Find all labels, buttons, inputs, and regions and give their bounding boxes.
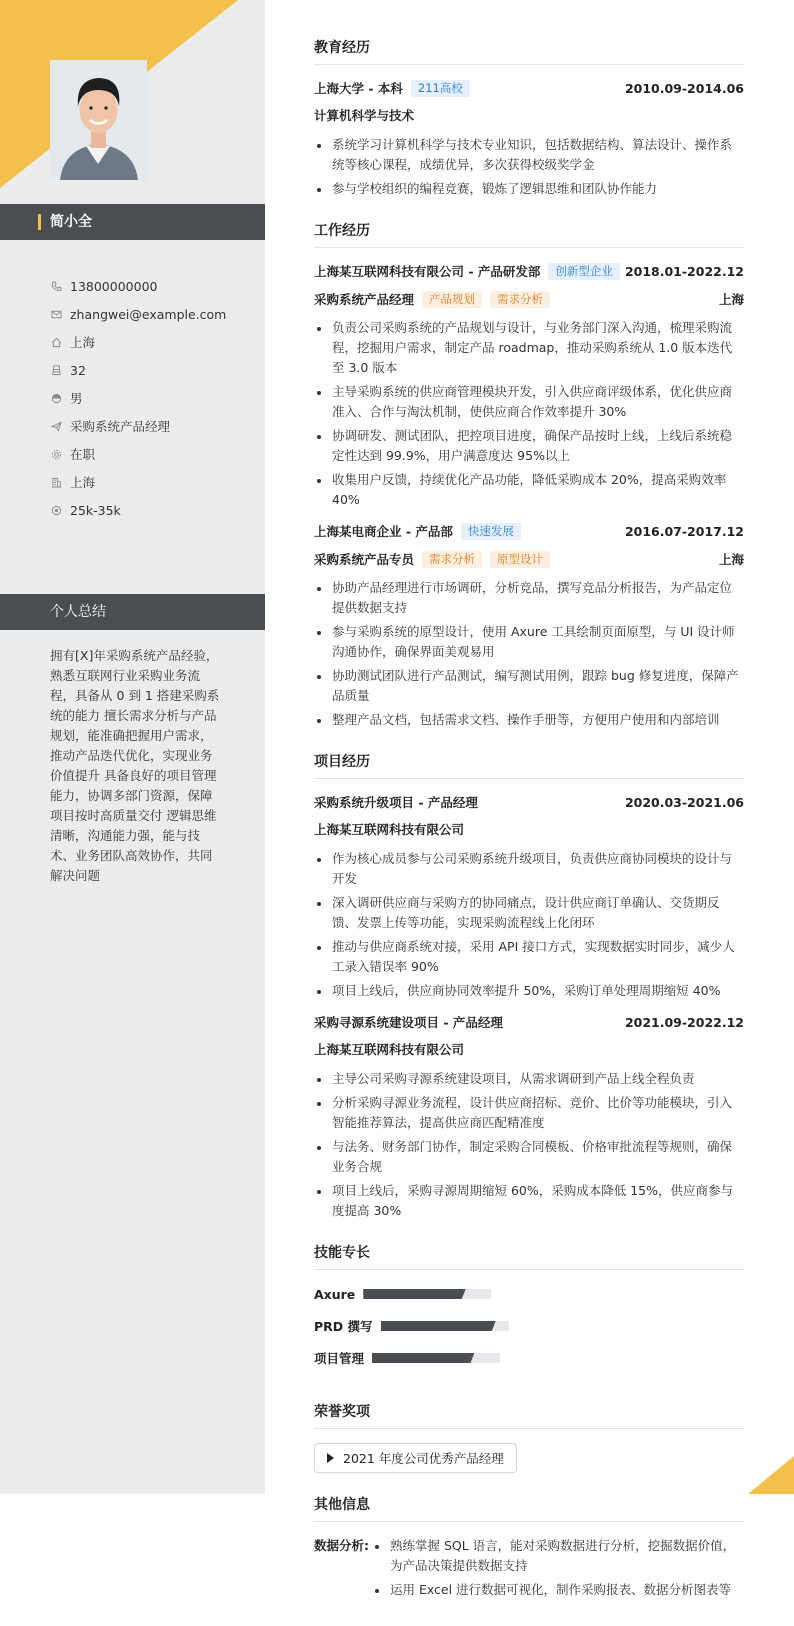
phone-icon	[50, 280, 62, 292]
company-tag: 创新型企业	[548, 263, 620, 280]
education-title: 教育经历	[314, 38, 744, 65]
info-home	[50, 328, 260, 356]
job-header-row	[314, 522, 744, 540]
info-status-text: 在职	[70, 447, 96, 462]
awards-section	[314, 1402, 744, 1473]
sidebar	[0, 0, 265, 1494]
info-email-text: zhangwei@example.com	[70, 306, 227, 322]
work-section	[314, 221, 744, 730]
job-header-row	[314, 262, 744, 280]
list-item: 参与采购系统的原型设计，使用 Axure 工具绘制页面原型，与 UI 设计师沟通协作，确保界面美观易用	[314, 622, 744, 662]
info-email	[50, 300, 260, 328]
job-company: 上海某电商企业 - 产品部	[314, 524, 453, 539]
info-city-text: 上海	[70, 475, 96, 490]
summary-bar	[0, 594, 265, 630]
job-location: 上海	[718, 552, 744, 567]
school-tag: 211高校	[411, 80, 470, 97]
info-city	[50, 468, 260, 496]
project-entry	[314, 793, 744, 1001]
job-bullets	[314, 318, 744, 510]
award-item[interactable]	[314, 1443, 517, 1473]
info-position	[50, 412, 260, 440]
job-role-row	[314, 550, 744, 568]
list-item: 作为核心成员参与公司采购系统升级项目，负责供应商协同模块的设计与开发	[314, 849, 744, 889]
list-item: 整理产品文档，包括需求文档、操作手册等，方便用户使用和内部培训	[314, 710, 744, 730]
other-section	[314, 1495, 744, 1604]
other-title: 其他信息	[314, 1495, 744, 1522]
info-gender-text: 男	[70, 391, 83, 406]
education-header-row	[314, 79, 744, 97]
skill-item	[314, 1284, 534, 1304]
list-item: 项目上线后，采购寻源周期缩短 60%，采购成本降低 15%，供应商参与度提高 30%	[314, 1181, 744, 1221]
project-header-row	[314, 793, 744, 811]
list-item: 收集用户反馈，持续优化产品功能，降低采购成本 20%，提高采购效率 40%	[314, 470, 744, 510]
project-header-row	[314, 1013, 744, 1031]
other-bullets	[372, 1536, 744, 1604]
project-entry	[314, 1013, 744, 1221]
role-tag: 原型设计	[490, 551, 550, 568]
main-content	[314, 38, 744, 1626]
info-phone-text: 13800000000	[70, 278, 158, 294]
list-item: 协助产品经理进行市场调研，分析竞品，撰写竞品分析报告，为产品定位提供数据支持	[314, 578, 744, 618]
job-entry	[314, 522, 744, 730]
skill-item	[314, 1316, 534, 1336]
project-name: 采购寻源系统建设项目 - 产品经理	[314, 1015, 503, 1030]
projects-title: 项目经历	[314, 752, 744, 779]
list-item: 协调研发、测试团队，把控项目进度，确保产品按时上线，上线后系统稳定性达到 99.9%，用户满意度达 95%以上	[314, 426, 744, 466]
info-age	[50, 356, 260, 384]
education-section	[314, 38, 744, 199]
info-gender	[50, 384, 260, 412]
skill-label: Axure	[314, 1286, 356, 1302]
project-date: 2021.09-2022.12	[624, 1014, 744, 1030]
name-accent-stripe	[38, 214, 41, 230]
portrait-photo	[50, 60, 147, 180]
list-item: 熟练掌握 SQL 语言，能对采购数据进行分析，挖掘数据价值，为产品决策提供数据支持	[372, 1536, 744, 1576]
skills-section	[314, 1243, 744, 1380]
info-salary-text: 25k-35k	[70, 502, 121, 518]
name-bar	[0, 204, 265, 240]
project-date: 2020.03-2021.06	[624, 794, 744, 810]
project-name: 采购系统升级项目 - 产品经理	[314, 795, 478, 810]
list-item: 参与学校组织的编程竞赛，锻炼了逻辑思维和团队协作能力	[314, 179, 744, 199]
home-icon	[50, 336, 62, 348]
job-role: 采购系统产品专员	[314, 552, 415, 567]
job-date: 2018.01-2022.12	[624, 263, 744, 279]
skill-bar-fill	[372, 1353, 474, 1363]
job-date: 2016.07-2017.12	[624, 523, 744, 539]
skill-bar-track	[381, 1321, 509, 1331]
list-item: 运用 Excel 进行数据可视化，制作采购报表、数据分析图表等	[372, 1580, 744, 1600]
education-major: 计算机科学与技术	[314, 108, 415, 123]
education-bullets	[314, 135, 744, 199]
list-item: 分析采购寻源业务流程，设计供应商招标、竞价、比价等功能模块，引入智能推荐算法，提高供应商匹配精准度	[314, 1093, 744, 1133]
job-entry	[314, 262, 744, 510]
info-salary	[50, 496, 260, 524]
job-role-row	[314, 290, 744, 308]
skill-label: PRD 撰写	[314, 1319, 373, 1334]
list-item: 主导公司采购寻源系统建设项目，从需求调研到产品上线全程负责	[314, 1069, 744, 1089]
project-bullets	[314, 849, 744, 1001]
skill-bar-fill	[381, 1321, 496, 1331]
mail-icon	[50, 308, 62, 320]
calendar-icon	[50, 364, 62, 376]
send-icon	[50, 420, 62, 432]
contact-info-list	[50, 272, 260, 524]
info-home-text: 上海	[70, 335, 96, 350]
list-item: 系统学习计算机科学与技术专业知识，包括数据结构、算法设计、操作系统等核心课程，成绩优异，多次获得校级奖学金	[314, 135, 744, 175]
list-item: 协助测试团队进行产品测试，编写测试用例，跟踪 bug 修复进度，保障产品质量	[314, 666, 744, 706]
other-info-row	[314, 1536, 744, 1604]
play-triangle-icon	[327, 1453, 334, 1463]
salary-icon	[50, 504, 62, 516]
projects-section	[314, 752, 744, 1221]
project-company: 上海某互联网科技有限公司	[314, 1042, 465, 1057]
list-item: 与法务、财务部门协作，制定采购合同模板、价格审批流程等规则，确保业务合规	[314, 1137, 744, 1177]
skill-bar-track	[372, 1353, 500, 1363]
work-title: 工作经历	[314, 221, 744, 248]
school-name: 上海大学 - 本科	[314, 81, 403, 96]
award-label: 2021 年度公司优秀产品经理	[343, 1451, 504, 1466]
info-phone	[50, 272, 260, 300]
project-company: 上海某互联网科技有限公司	[314, 822, 465, 837]
decorative-corner-triangle	[748, 1456, 794, 1494]
role-tag: 需求分析	[422, 551, 482, 568]
gender-icon	[50, 392, 62, 404]
summary-text: 拥有[X]年采购系统产品经验，熟悉互联网行业采购业务流程，具备从 0 到 1 搭建采购系统的能力 擅长需求分析与产品规划，能准确把握用户需求，推动产品迭代优化，实现业务价值提升 具备良好的项目管理能力，协调多部门资源，保障项目按时高质量交付 逻辑思维清晰，沟通能力强，能与技术、业务团队高效协作，共同解决问题	[50, 648, 220, 883]
education-date: 2010.09-2014.06	[624, 80, 744, 96]
project-bullets	[314, 1069, 744, 1221]
status-icon	[50, 448, 62, 460]
role-tag: 产品规划	[422, 291, 482, 308]
skills-list	[314, 1284, 744, 1380]
summary-title: 个人总结	[50, 604, 106, 620]
list-item: 负责公司采购系统的产品规划与设计，与业务部门深入沟通，梳理采购流程，挖掘用户需求，制定产品 roadmap，推动采购系统从 1.0 版本迭代至 3.0 版本	[314, 318, 744, 378]
info-status	[50, 440, 260, 468]
avatar	[50, 60, 147, 180]
skill-bar-fill	[363, 1289, 465, 1299]
building-icon	[50, 476, 62, 488]
role-tag: 需求分析	[490, 291, 550, 308]
job-company: 上海某互联网科技有限公司 - 产品研发部	[314, 264, 541, 279]
awards-title: 荣誉奖项	[314, 1402, 744, 1429]
job-location: 上海	[718, 292, 744, 307]
job-role: 采购系统产品经理	[314, 292, 415, 307]
job-bullets	[314, 578, 744, 730]
info-age-text: 32	[70, 362, 86, 378]
info-position-text: 采购系统产品经理	[70, 419, 171, 434]
candidate-name: 简小全	[50, 214, 92, 230]
skill-bar-track	[363, 1289, 491, 1299]
other-label: 数据分析:	[314, 1538, 369, 1553]
skill-item	[314, 1348, 534, 1368]
list-item: 项目上线后，供应商协同效率提升 50%，采购订单处理周期缩短 40%	[314, 981, 744, 1001]
list-item: 深入调研供应商与采购方的协同痛点，设计供应商订单确认、交货期反馈、发票上传等功能，实现采购流程线上化闭环	[314, 893, 744, 933]
list-item: 推动与供应商系统对接，采用 API 接口方式，实现数据实时同步，减少人工录入错误率 90%	[314, 937, 744, 977]
skill-label: 项目管理	[314, 1351, 365, 1366]
company-tag: 快速发展	[461, 523, 521, 540]
list-item: 主导采购系统的供应商管理模块开发，引入供应商评级体系，优化供应商准入、合作与淘汰机制，使供应商合作效率提升 30%	[314, 382, 744, 422]
skills-title: 技能专长	[314, 1243, 744, 1270]
